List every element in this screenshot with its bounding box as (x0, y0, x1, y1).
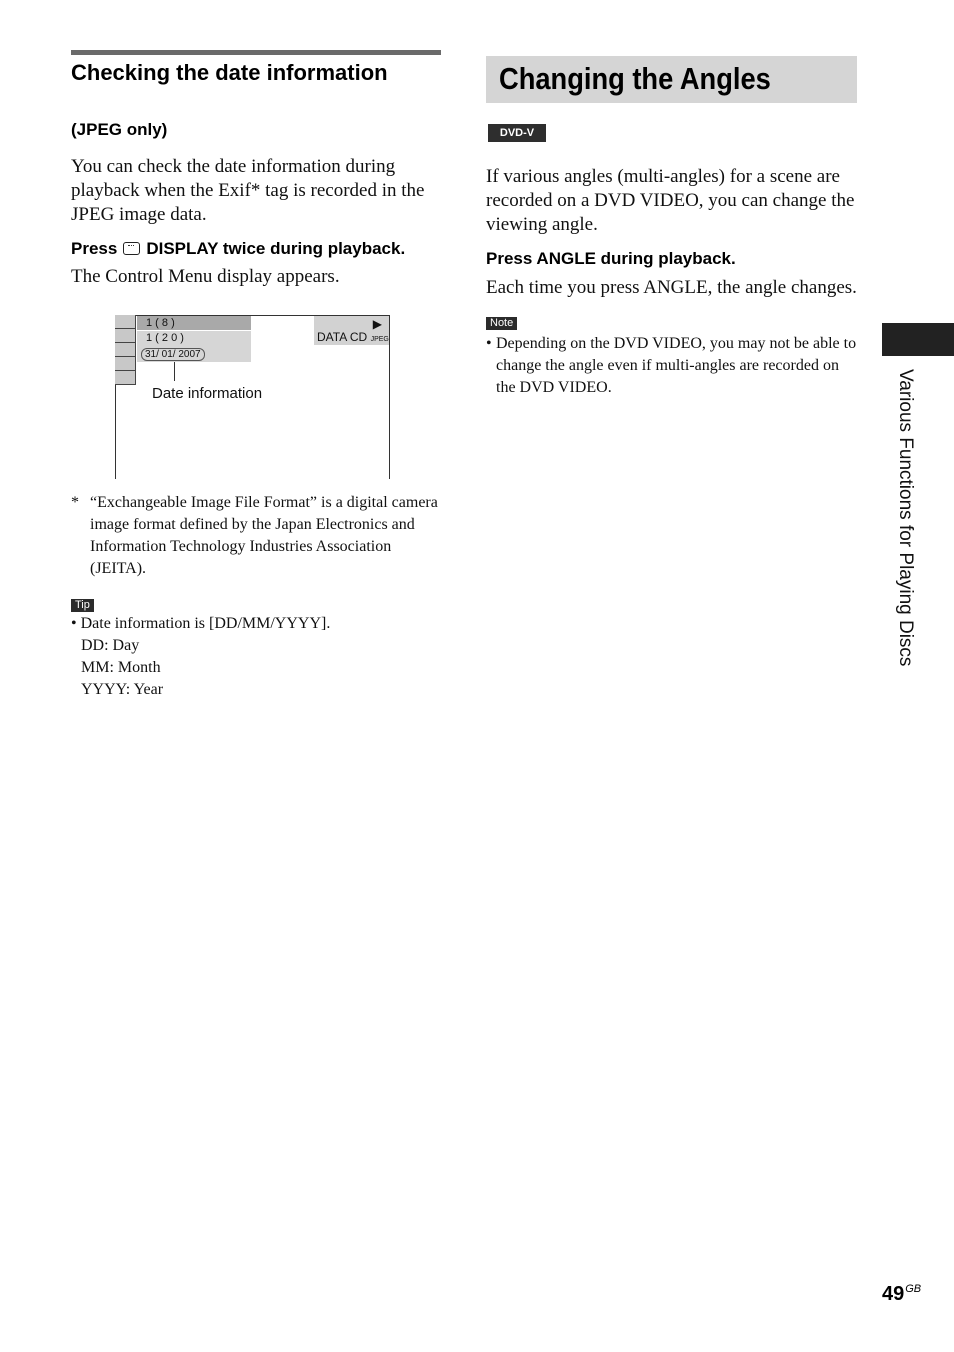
angle-intro-paragraph: If various angles (multi-angles) for a scene are recorded on a DVD VIDEO, you can change the viewing angle. (486, 166, 855, 235)
display-instruction: Press DISPLAY twice during playback. (71, 239, 406, 258)
page-region: GB (905, 1283, 922, 1296)
tip-line: YYYY: Year (81, 681, 164, 698)
exif-footnote (71, 492, 443, 580)
menu-icon-slot (115, 329, 136, 343)
tip-line: MM: Month (81, 659, 161, 676)
tip-line: • Date information is [DD/MM/YYYY]. (71, 615, 331, 632)
menu-icon-slot (115, 315, 136, 329)
section-rule (71, 50, 441, 55)
media-type: DATA CD JPEG (317, 330, 389, 344)
tip-list (71, 613, 443, 701)
display-result: The Control Menu display appears. (71, 266, 340, 287)
dvd-video-badge: DVD-V (488, 124, 546, 142)
date-value: 31/ 01/ 2007 (141, 348, 205, 361)
date-information-callout: Date information (152, 385, 263, 402)
section-subheading: (JPEG only) (71, 120, 168, 139)
menu-icon-slot (115, 343, 136, 357)
chapter-tab-label: Various Functions for Playing Discs (895, 369, 916, 667)
tip-line: DD: Day (81, 637, 140, 654)
footnote-text: “Exchangeable Image File Format” is a digital camera image format defined by the Japan Electronics and Information Technology Industries Association (JEITA). (90, 494, 438, 577)
media-format: JPEG (370, 336, 389, 343)
menu-icon-slot (115, 357, 136, 371)
note-label: Note (486, 317, 517, 330)
play-icon: ▶ (372, 317, 382, 331)
tip-label: Tip (71, 599, 94, 612)
angle-instruction: Press ANGLE during playback. (486, 249, 736, 268)
menu-icon-column (115, 315, 136, 385)
display-button-icon (123, 242, 140, 255)
chapter-tab-marker (882, 323, 954, 356)
file-number: 1 ( 2 0 ) (137, 331, 251, 346)
control-menu-illustration (115, 315, 392, 479)
note-bullet: • (486, 335, 492, 352)
date-intro-paragraph: You can check the date information during playback when the Exif* tag is recorded in the JPEG image data. (71, 156, 425, 225)
callout-leader-line (174, 362, 175, 381)
date-row (137, 346, 251, 362)
section-heading: Checking the date information (71, 60, 388, 85)
page-title: Changing the Angles (499, 61, 771, 96)
footnote-mark: * (71, 494, 79, 511)
page-number: $49^{GB}$ (882, 1283, 922, 1305)
media-status-box (314, 316, 389, 345)
angle-result: Each time you press ANGLE, the angle changes. (486, 277, 857, 298)
album-number: 1 ( 8 ) (137, 316, 251, 330)
menu-icon-slot (115, 371, 136, 385)
note-text: Depending on the DVD VIDEO, you may not be able to change the angle even if multi-angles are recorded on the DVD VIDEO. (496, 335, 857, 396)
note-list (486, 333, 858, 399)
